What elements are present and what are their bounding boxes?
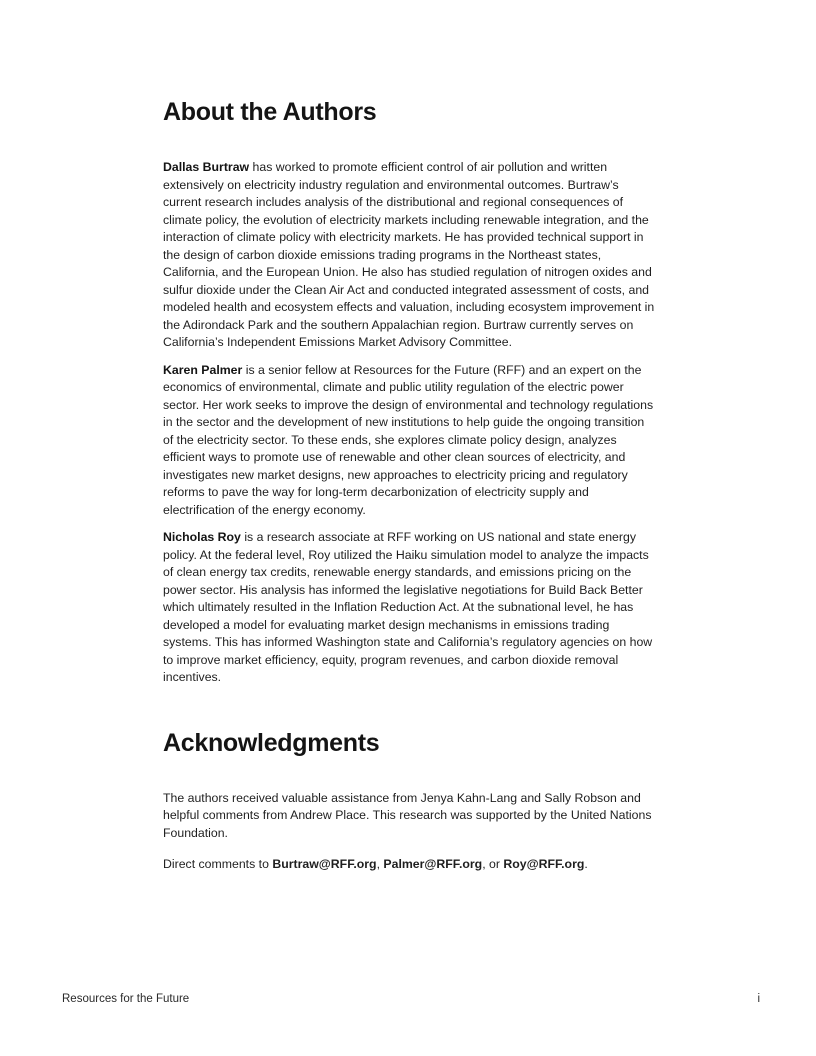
page-footer	[62, 993, 760, 1006]
footer-org-name: Resources for the Future	[62, 993, 190, 1005]
contact-email: Roy@RFF.org	[503, 857, 585, 871]
contact-email: Palmer@RFF.org	[383, 857, 483, 871]
contact-email: Burtraw@RFF.org	[272, 857, 377, 871]
acknowledgments-heading: Acknowledgments	[163, 728, 380, 757]
author-bio: Karen Palmer is a senior fellow at Resources for the Future (RFF) and an expert on the economics of environmental, climate and public utility regulation of the electric power sector. Her work seeks to improve the design of environmental and technology regulations in the sector and the development of new institutions to help guide the ongoing transition of the electricity sector. To these ends, she explores climate policy design, analyzes efficient ways to promote use of renewable and other clean sources of electricity, and investigates new market designs, new approaches to electricity pricing and regulatory reforms to pave the way for long-term decarbonization of electricity supply and electrification of the energy economy.	[163, 362, 654, 517]
author-name: Karen Palmer	[163, 362, 243, 377]
footer-page-number: i	[757, 993, 760, 1005]
author-bio: Nicholas Roy is a research associate at RFF working on US national and state energy policy. At the federal level, Roy utilized the Haiku simulation model to analyze the impacts of clean energy tax credits, renewable energy standards, and emissions pricing on the power sector. His analysis has informed the legislative negotiations for Build Back Better which ultimately resulted in the Inflation Reduction Act. At the subnational level, he has developed a model for evaluating market design mechanisms in emissions trading systems. This has informed Washington state and California’s regulatory agencies on how to improve market efficiency, equity, program revenues, and carbon dioxide removal incentives.	[163, 530, 653, 684]
author-bio: Dallas Burtraw has worked to promote efficient control of air pollution and written extensively on electricity industry regulation and environmental outcomes. Burtraw’s current research includes analysis of the distributional and regional consequences of climate policy, the evolution of electricity markets including renewable integration, and the interaction of climate policy with electricity markets. He has provided technical support in the design of carbon dioxide emissions trading programs in the Northeast states, California, and the European Union. He also has studied regulation of nitrogen oxides and sulfur dioxide under the Clean Air Act and conducted integrated assessment of costs, and modeled health and ecosystem effects and valuation, including ecosystem improvement in the Adirondack Park and the southern Appalachian region. Burtraw currently serves on California’s Independent Emissions Market Advisory Committee.	[163, 160, 655, 349]
author-name: Nicholas Roy	[163, 530, 241, 544]
page-content	[163, 98, 655, 874]
about-authors-heading: About the Authors	[163, 98, 377, 126]
contact-line: Direct comments to Burtraw@RFF.org, Palmer@RFF.org, or Roy@RFF.org.	[163, 857, 588, 871]
author-name: Dallas Burtraw	[163, 160, 250, 174]
author-bios-section	[163, 159, 655, 687]
acknowledgments-text: The authors received valuable assistance from Jenya Kahn-Lang and Sally Robson and helpful comments from Andrew Place. This research was supported by the United Nations Foundation.	[163, 790, 652, 840]
